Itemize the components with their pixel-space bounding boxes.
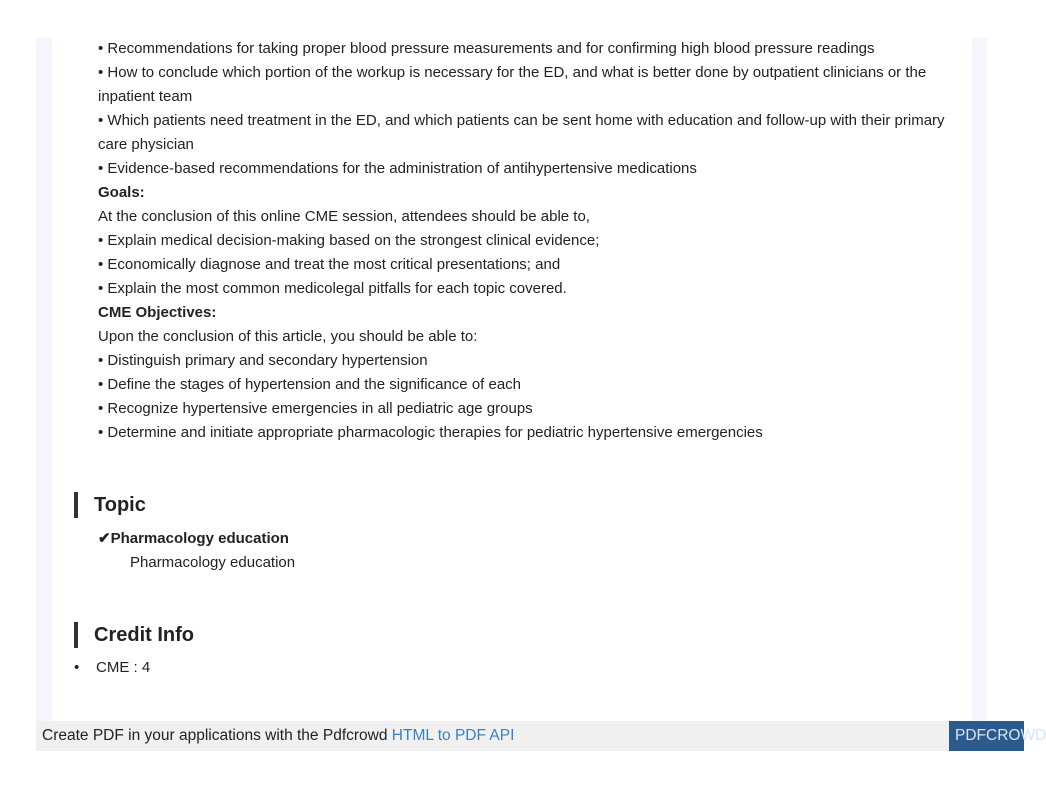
- content-line: • Determine and initiate appropriate pharmacologic therapies for pediatric hypertensive emergencies: [98, 424, 763, 441]
- content-line: • Recommendations for taking proper blood pressure measurements and for confirming high blood pressure readings: [98, 40, 875, 57]
- content-line: • Which patients need treatment in the ED, and which patients can be sent home with education and follow-up with their primary care physician: [98, 112, 945, 153]
- content-line: At the conclusion of this online CME session, attendees should be able to,: [98, 208, 590, 225]
- credit-info-heading: [74, 622, 194, 648]
- content-line: • Recognize hypertensive emergencies in all pediatric age groups: [98, 400, 533, 417]
- content-line: • Distinguish primary and secondary hypertension: [98, 352, 428, 369]
- content-line: • Economically diagnose and treat the most critical presentations; and: [98, 256, 561, 273]
- topic-heading-text: Topic: [94, 494, 146, 516]
- content-line: • Explain the most common medicolegal pitfalls for each topic covered.: [98, 280, 567, 297]
- content-line: • How to conclude which portion of the workup is necessary for the ED, and what is better done by outpatient clinicians or the inpatient team: [98, 64, 927, 105]
- content-line: Upon the conclusion of this article, you should be able to:: [98, 328, 478, 345]
- content-line: • Evidence-based recommendations for the administration of antihypertensive medications: [98, 160, 697, 177]
- topic-subitem: Pharmacology education: [130, 554, 296, 571]
- pdfcrowd-logo[interactable]: PDFCROWD: [949, 721, 1024, 751]
- heading-accent-bar: [74, 622, 78, 648]
- credit-value: CME : 4: [96, 659, 151, 676]
- footer-prefix: Create PDF in your applications with the Pdfcrowd: [42, 727, 392, 744]
- credit-item: [74, 656, 150, 680]
- html-to-pdf-api-link[interactable]: HTML to PDF API: [391, 727, 515, 744]
- topic-item: ✔Pharmacology education: [98, 530, 289, 547]
- course-description: [98, 37, 972, 445]
- right-margin-panel: [972, 38, 987, 722]
- credit-heading-text: Credit Info: [94, 624, 194, 646]
- footer-message: [42, 721, 514, 751]
- bullet: •: [74, 659, 80, 676]
- topic-heading: [74, 492, 146, 518]
- content-line: • Define the stages of hypertension and the significance of each: [98, 376, 522, 393]
- heading-accent-bar: [74, 492, 78, 518]
- section-label: CME Objectives:: [98, 304, 217, 321]
- content-line: • Explain medical decision-making based on the strongest clinical evidence;: [98, 232, 600, 249]
- left-margin-panel: [36, 38, 52, 722]
- section-label: Goals:: [98, 184, 145, 201]
- pdfcrowd-footer: [36, 721, 1046, 751]
